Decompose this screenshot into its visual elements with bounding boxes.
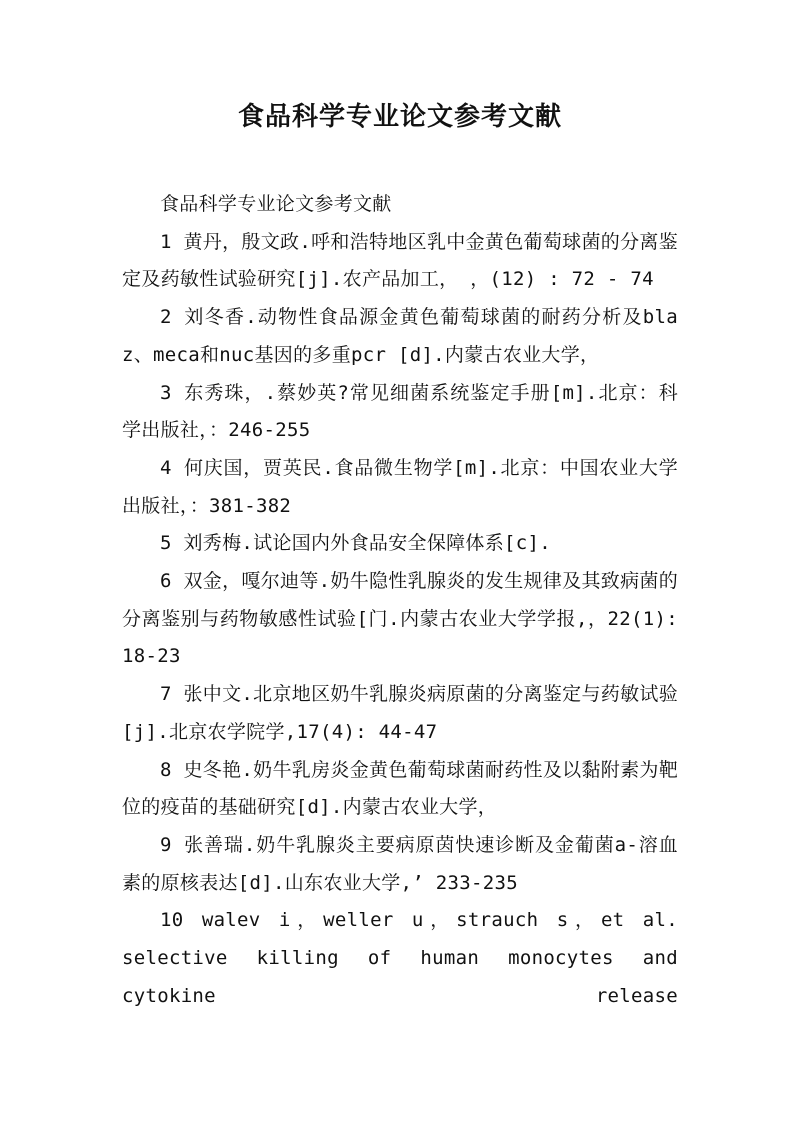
reference-item-1: 1 黄丹，殷文政.呼和浩特地区乳中金黄色葡萄球菌的分离鉴定及药敏性试验研究[j].农产品加工， ，(12) : 72 - 74 bbox=[122, 230, 678, 291]
reference-item-7: 7 张中文.北京地区奶牛乳腺炎病原菌的分离鉴定与药敏试验[j].北京农学院学,17(4): 44-47 bbox=[122, 683, 678, 743]
reference-item-6: 6 双金，嘎尔迪等.奶牛隐性乳腺炎的发生规律及其致病菌的分离鉴别与药物敏感性试验[门.内蒙古农业大学学报,，22(1): 18-23 bbox=[122, 570, 678, 668]
reference-item-8: 8 史冬艳.奶牛乳房炎金黄色葡萄球菌耐药性及以黏附素为靶位的疫苗的基础研究[d].内蒙古农业大学， bbox=[122, 758, 678, 819]
reference-item-5: 5 刘秀梅.试论国内外食品安全保障体系[c]. bbox=[160, 532, 551, 555]
reference-item-3: 3 东秀珠，.蔡妙英?常见细菌系统鉴定手册[m].北京：科学出版社，：246-255 bbox=[122, 381, 678, 442]
section-heading: 食品科学专业论文参考文献 bbox=[160, 193, 392, 215]
reference-item-2: 2 刘冬香.动物性食品源金黄色葡萄球菌的耐药分析及blaz、meca和nuc基因的多重pcr [d].内蒙古农业大学， bbox=[122, 306, 678, 366]
page-title: 食品科学专业论文参考文献 bbox=[237, 102, 562, 132]
document-body bbox=[122, 186, 678, 1015]
reference-item-4: 4 何庆国，贾英民.食品微生物学[m].北京：中国农业大学出版社，：381-382 bbox=[122, 456, 678, 517]
reference-item-9: 9 张善瑞.奶牛乳腺炎主要病原茵快速诊断及金葡菌a-溶血素的原核表达[d].山东农业大学,’ 233-235 bbox=[122, 833, 678, 894]
reference-item-10: 10 walev i，weller u，strauch s，et al. selective killing of human monocytes and cytokine release bbox=[122, 909, 678, 1007]
